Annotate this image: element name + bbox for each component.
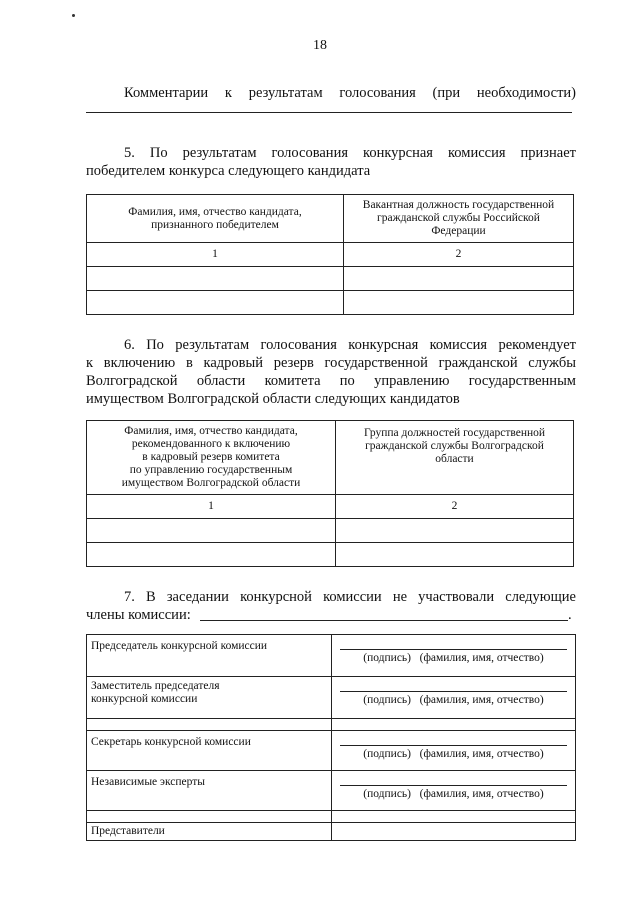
section5-text-line1: 5. По результатам голосования конкурсная комиссия признает [124,145,576,161]
signature-role-chairman: Председатель конкурсной комиссии [87,635,332,677]
page-number: 18 [313,38,327,53]
signature-field-chairman: (подпись) (фамилия, имя, отчество) [332,635,576,677]
signature-role-secretary: Секретарь конкурсной комиссии [87,731,332,771]
winner-table-cell [344,267,574,291]
signature-role-deputy: Заместитель председателя конкурсной комиссии [87,677,332,719]
winner-table-colnum-1: 1 [87,243,344,267]
section7-end-mark: . [568,607,572,623]
winner-table-header-name: Фамилия, имя, отчество кандидата, признанного победителем [87,195,344,243]
winner-table-cell [344,291,574,315]
section5-text-line2: победителем конкурса следующего кандидата [86,163,371,179]
reserve-table-colnum-2: 2 [336,495,574,519]
winner-table-cell [87,291,344,315]
signature-spacer-row [87,811,332,823]
signature-field-secretary: (подпись) (фамилия, имя, отчество) [332,731,576,771]
winner-table [86,194,574,315]
section7-text-line2: члены комиссии: [86,607,191,623]
signature-spacer-row [332,719,576,731]
winner-table-colnum-2: 2 [344,243,574,267]
reserve-table-cell [336,519,574,543]
reserve-table-header-name: Фамилия, имя, отчество кандидата, рекомендованного к включению в кадровый резерв комитета по управлению государственным имуществом Волгоградской области [87,421,336,495]
signature-field-experts: (подпись) (фамилия, имя, отчество) [332,771,576,811]
section6-text-line1: 6. По результатам голосования конкурсная комиссия рекомендует [124,337,576,353]
scan-speck [72,14,75,17]
reserve-table-cell [87,519,336,543]
reserve-table-cell [87,543,336,567]
section6-text-line3: Волгоградской области комитета по управлению государственным [86,373,576,389]
signatures-table [86,634,576,841]
winner-table-cell [87,267,344,291]
absent-members-line [200,620,568,621]
reserve-table [86,420,574,567]
signature-spacer-row [332,811,576,823]
comments-underline [86,112,572,113]
winner-table-header-position: Вакантная должность государственной гражданской службы Российской Федерации [344,195,574,243]
section6-text-line2: к включению в кадровый резерв государственной гражданской службы [86,355,576,371]
reserve-table-cell [336,543,574,567]
reserve-table-header-group: Группа должностей государственной гражданской службы Волгоградской области [336,421,574,495]
section7-text-line1: 7. В заседании конкурсной комиссии не участвовали следующие [124,589,576,605]
signature-field-deputy: (подпись) (фамилия, имя, отчество) [332,677,576,719]
section6-text-line4: имуществом Волгоградской области следующих кандидатов [86,391,460,407]
reserve-table-colnum-1: 1 [87,495,336,519]
signature-spacer-row [87,719,332,731]
signature-field-representatives [332,823,576,841]
signature-role-representatives: Представители [87,823,332,841]
comments-label: Комментарии к результатам голосования (при необходимости) [124,85,576,101]
signature-role-experts: Независимые эксперты [87,771,332,811]
